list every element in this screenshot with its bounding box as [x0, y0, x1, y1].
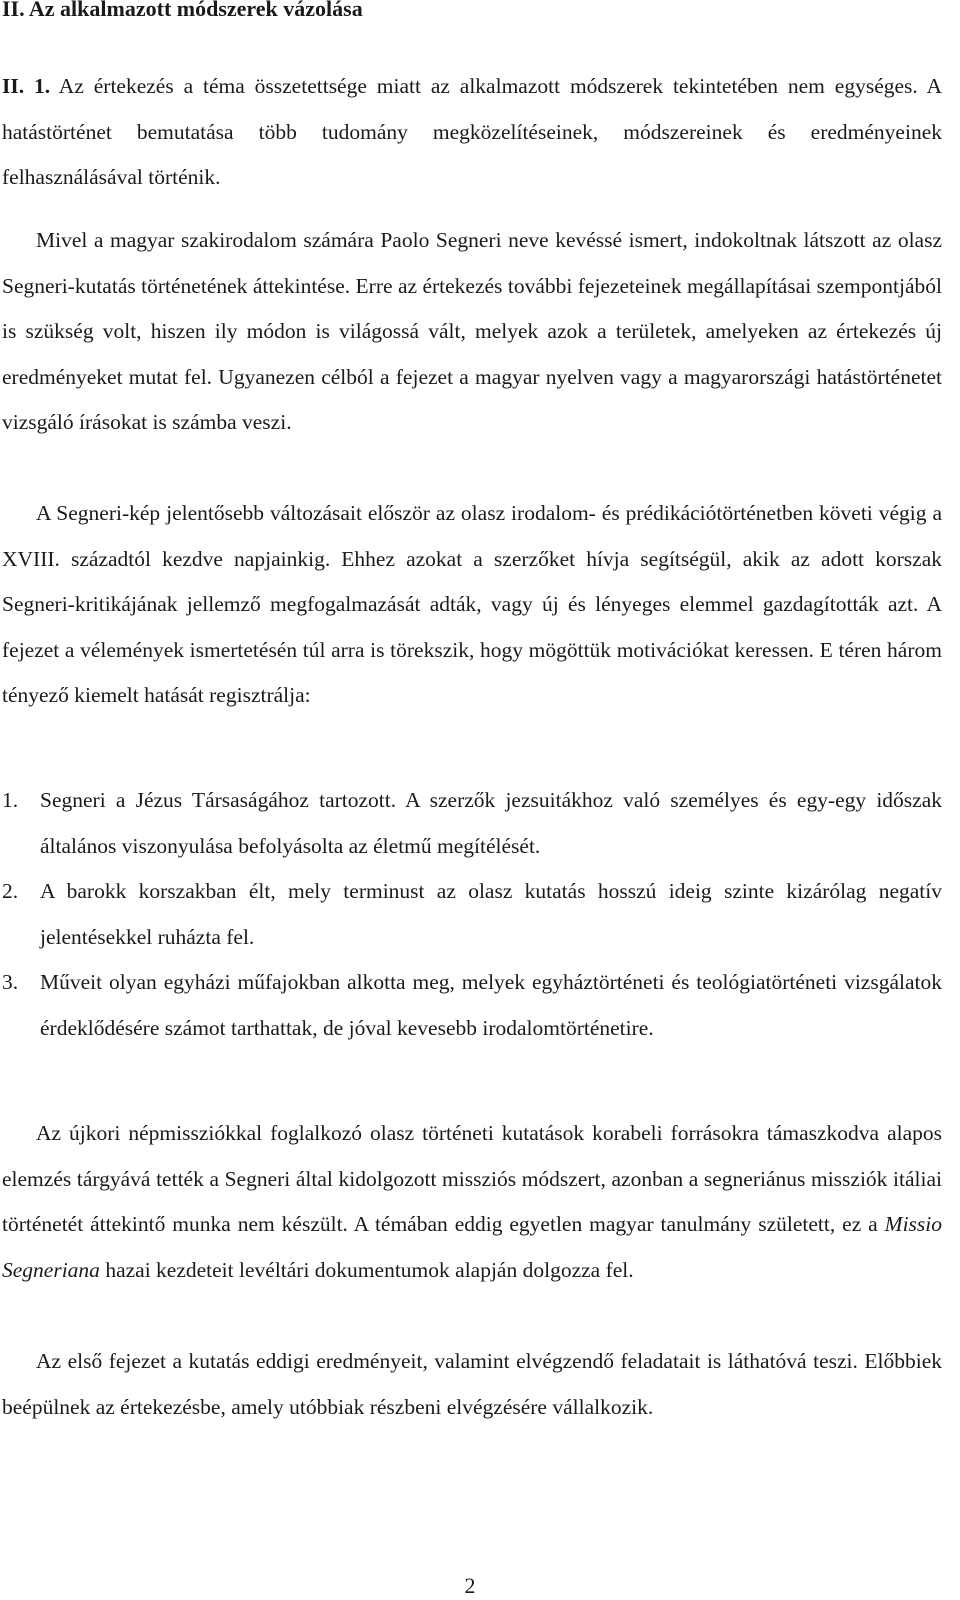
list-item-number: 3. [2, 970, 19, 994]
list-item [2, 869, 942, 960]
paragraph-section-1 [2, 64, 942, 201]
list-item-number: 1. [2, 788, 19, 812]
paragraph-4-italic-title: Missio Segneriana [2, 1212, 942, 1282]
section-1-text: Az értekezés a téma összetettsége miatt az alkalmazott módszerek tekintetében nem egységes. A hatástörténet bemutatása több tudomány megközelítéseinek, módszereinek és eredményeinek felhasználásával történik. [2, 74, 942, 189]
factor-list [2, 778, 942, 1051]
page-number: 2 [464, 1573, 476, 1598]
section-number: II. 1. [2, 74, 51, 98]
paragraph-5: Az első fejezet a kutatás eddigi eredményeit, valamint elvégzendő feladatait is láthatóvá teszi. Előbbiek beépülnek az értekezésbe, amely utóbbiak részbeni elvégzésére vállalkozik. [2, 1349, 942, 1419]
list-item-text: Műveit olyan egyházi műfajokban alkotta meg, melyek egyháztörténeti és teológiatörténeti vizsgálatok érdeklődésére számot tarthattak, de jóval kevesebb irodalomtörténetire. [40, 970, 942, 1040]
section-heading: II. Az alkalmazott módszerek vázolása [2, 0, 363, 21]
list-item-number: 2. [2, 879, 19, 903]
paragraph-4 [2, 1111, 942, 1293]
paragraph-4-text-start: Az újkori népmissziókkal foglalkozó olasz történeti kutatások korabeli forrásokra támaszkodva alapos elemzés tárgyává tették a Segneri által kidolgozott missziós módszert, azonban a segneriánus missziók itáliai történetét áttekintő munka nem készült. A témában eddig egyetlen magyar tanulmány született, ez a [2, 1121, 942, 1236]
paragraph-3: A Segneri-kép jelentősebb változásait először az olasz irodalom- és prédikációtörténetben követi végig a XVIII. századtól kezdve napjainkig. Ehhez azokat a szerzőket hívja segítségül, akik az adott korszak Segneri-kritikájának jellemző megfogalmazását adták, vagy új és lényeges elemmel gazdagították azt. A fejezet a vélemények ismertetésén túl arra is törekszik, hogy mögöttük motivációkat keressen. E téren három tényező kiemelt hatását regisztrálja: [2, 501, 942, 707]
paragraph-2: Mivel a magyar szakirodalom számára Paolo Segneri neve kevéssé ismert, indokoltnak látszott az olasz Segneri-kutatás történetének áttekintése. Erre az értekezés további fejezeteinek megállapításai szempontjából is szükség volt, hiszen ily módon is világossá vált, melyek azok a területek, amelyeken az értekezés új eredményeket mutat fel. Ugyanezen célból a fejezet a magyar nyelven vagy a magyarországi hatástörténetet vizsgáló írásokat is számba veszi. [2, 228, 942, 434]
list-item-text: Segneri a Jézus Társaságához tartozott. A szerzők jezsuitákhoz való személyes és egy-egy időszak általános viszonyulása befolyásolta az életmű megítélését. [40, 788, 942, 858]
paragraph-4-text-end: hazai kezdeteit levéltári dokumentumok alapján dolgozza fel. [99, 1257, 634, 1282]
list-item-text: A barokk korszakban élt, mely terminust az olasz kutatás hosszú ideig szinte kizárólag negatív jelentésekkel ruházta fel. [40, 879, 942, 949]
list-item [2, 960, 942, 1051]
list-item [2, 778, 942, 869]
